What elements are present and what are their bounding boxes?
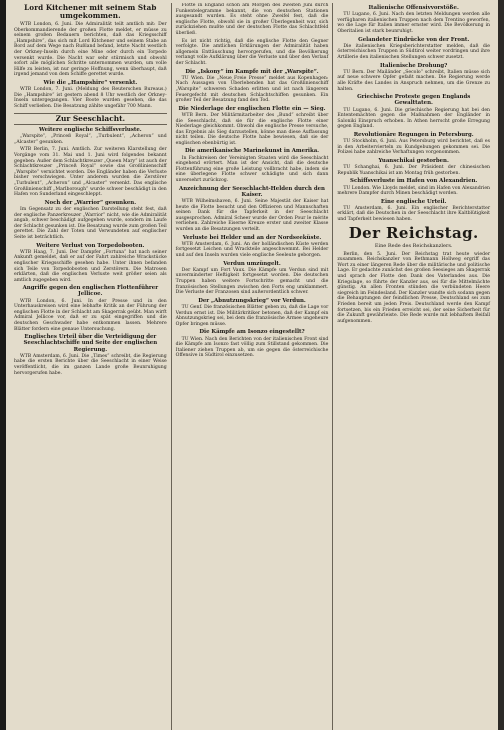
headline: Schiffsverluste im Hafen von Alexandrien. — [350, 178, 478, 185]
article-paragraph: TU Stockholm, 6. Juni. Aus Petersburg wird berichtet, daß es in den Arbeitervierteln zu Kundgebungen gekommen sei. Die Polizei habe zahlreiche Verhaftungen vorgenommen. — [337, 139, 491, 156]
article-paragraph: TU London. Wie Lloyds meldet, sind im Hafen von Alexandrien mehrere Dampfer durch Minen beschädigt worden. — [337, 185, 491, 197]
headline: Griechische Proteste gegen Englands Gewalttaten. — [357, 94, 471, 107]
article-paragraph: WTB London, 7. Juni. (Meldung des Reuterschen Bureaus.) Die „Hampshire“ ist gestern abend 8 Uhr westlich der Orkney-Inseln untergegangen. Vier Boote wurden gesehen, die das Schiff verließen. Die Besatzung zählte ungefähr 700 Mann. — [14, 87, 167, 109]
newspaper-page — [6, 0, 498, 730]
headline: Verdun umzüngelt. — [223, 260, 281, 267]
article-paragraph: WTB London, 6. Juni. In der Presse und in den Unterhauskreisen wird eine lebhafte Kritik an der Führung der englischen Flotte in der Schlacht am Skagerrak geübt. Man wirft Admiral Jellicoe vor, daß er zu spät eingegriffen und die deutschen Geschwader habe entkommen lassen. Mehrere Blätter fordern eine genaue Untersuchung. — [14, 298, 167, 332]
article-paragraph: TU Genf. Die französischen Blätter geben zu, daß die Lage vor Verdun ernst ist. Die Militärkritiker betonen, daß der Kampf ein Abnutzungskrieg sei, bei dem die französische Armee ungeheure Opfer bringen müsse. — [175, 304, 329, 327]
headline: Verluste bei Helder und an der Nordseeküste. — [182, 234, 322, 241]
headline: Die Niederlage der englischen Flotte ein — Sieg. — [178, 105, 326, 112]
headline: Zur Seeschlacht. — [14, 113, 167, 126]
headline: Revolutionäre Regungen in Petersburg. — [353, 131, 474, 138]
headline: Wie die „Hampshire“ versenkt. — [43, 79, 138, 86]
article-paragraph: WTB London, 6. Juni. Die Admiralität teilt amtlich mit: Der Oberkommandierende der großen Flotte meldet, er müsse zu seinem großen Bedauern berichten, daß das Kriegsschiff „Hampshire“, das sich mit Lord Kitchener und seinem Stabe an Bord auf dem Wege nach Rußland befand, letzte Nacht westlich der Orkney-Inseln durch eine Mine oder durch ein Torpedo versenkt wurde. Die Nacht war sehr stürmisch und obwohl sofort alle möglichen Schritte unternommen wurden, um volle Hilfe zu leisten, ist nur geringe Hoffnung, wenn überhaupt, daß irgend jemand von dem Schiffe gerettet wurde. — [14, 22, 167, 78]
headline: Noch der „Warrior“ gesunken. — [44, 199, 137, 206]
headline: Lord Kitchener mit seinem Stab umgekommen. — [24, 3, 157, 20]
article-paragraph: WTB Berlin, 7. Juni. Amtlich. Zur weiteren Klarstellung der Vorgänge vom 31. Mai und 1. Juni wird folgendes bekannt gegeben: Außer dem Schlachtkreuzer „Queen Mary“ ist auch der Schlachtkreuzer „Princeß Royal“ sowie das Großlinienschiff „Warspite“ vernichtet worden. Die Engländer haben die Verluste bisher verschwiegen. Unter anderem wurden die Zerstörer „Turbulent“, „Acheron“ und „Alcaster“ versenkt. Das englische Großlinienschiff „Marlborough“ wurde schwer beschädigt in den Hafen von Sunderland eingeschleppt. — [14, 147, 167, 198]
headline: Weitere englische Schiffsverluste. — [38, 127, 142, 134]
headline: Weitere Verlust von Torpedobooten. — [36, 242, 145, 249]
headline: Gelandeter Eindrücke von der Front. — [358, 36, 470, 43]
headline: Der „Abnutzungskrieg“ vor Verdun. — [198, 297, 306, 304]
column-1 — [10, 3, 171, 730]
headline: Eine Rede des Reichskanzlers. — [374, 242, 453, 249]
article-paragraph: TU Lugano, 6. Juni. Nach den letzten Meldungen werden alle verfügbaren italienischen Truppen nach dem Trentino geworfen, wo die Lage für Italien immer ernster wird. Die Bevölkerung in Oberitalien ist stark beunruhigt. — [337, 12, 491, 34]
headline: Die „Iskony“ im Kampfe mit der „Warspite“. — [185, 68, 319, 75]
article-paragraph: WTB Wilhelmshaven, 6. Juni. Seine Majestät der Kaiser hat heute die Flotte besucht und den Offizieren und Mannschaften seinen Dank für die Tapferkeit in der Seeschlacht ausgesprochen. Admiral Scheer wurde der Orden Pour le mérite verliehen. Zahlreiche Eiserne Kreuze erster und zweiter Klasse wurden an die Besatzungen verteilt. — [175, 199, 329, 233]
headline: Die amerikanische Marinekunst in Amerika. — [184, 148, 320, 155]
headline: Angriffe gegen den englischen Flottenführer Jellicoe. — [22, 285, 159, 298]
headline: Italienische Offensivvorstöße. — [368, 5, 459, 11]
article-paragraph: Flotte in England schon am Morgen des zweiten Juni durch Funkentelegramme bekannt, die von deutschen Stationen ausgesandt wurden. Es steht ohne Zweifel fest, daß die englische Flotte, obwohl sie in großer Überlegenheit war, sich zurückziehen mußte und der deutschen Flotte das Schlachtfeld überließ. — [175, 3, 329, 36]
article-paragraph: WTB Bern. Der Militärmitarbeiter des „Bund“ schreibt über die Seeschlacht, daß sie für die englische Flotte einer Niederlage gleichkommt. Obwohl die englische Presse versuche, das Ergebnis als Sieg darzustellen, könne man diese Auffassung nicht teilen. Die deutsche Flotte habe bewiesen, daß sie der englischen ebenbürtig ist. — [175, 112, 329, 146]
column-container — [10, 3, 494, 730]
column-3 — [332, 3, 494, 730]
headline: Anzeichnung der Seeschlacht-Helden durch den Kaiser. — [179, 185, 325, 198]
article-paragraph: Der Kampf um Fort Vaux. Die Kämpfe um Verdun sind mit unverminderter Heftigkeit fortgesetzt worden. Die deutschen Truppen haben weitere Fortschritte gemacht und die französischen Stellungen zwischen den Forts eng umklammert. Die Verluste der Franzosen sind außerordentlich schwer. — [175, 267, 329, 296]
article-paragraph: TU Wien. Die „Neue Freie Presse“ meldet aus Kopenhagen: Nach Aussagen von Überlebenden hat das Großlinienschiff „Warspite“ schweren Schaden erlitten und ist nach längerem Feuergefecht mit deutschen Schlachtschiffen gesunken. Ein großer Teil der Besatzung fand den Tod. — [175, 75, 329, 104]
article-paragraph: Es ist nicht richtig, daß die englische Flotte den Gegner verfolgte. Die amtlichen Erklärungen der Admiralität haben allgemein Enttäuschung hervorgerufen, und die Bevölkerung verlangt volle Aufklärung über die Verluste und über den Verlauf der Schlacht. — [175, 38, 329, 66]
headline: Englisches Urteil über die Verteidigung der Seeschlachtschiffe und Seite der englischen Regierung. — [23, 334, 158, 353]
headline: Yuanschikai gestorben. — [378, 157, 449, 164]
article-paragraph: In Fachkreisen der Vereinigten Staaten wird die Seeschlacht eingehend erörtert. Man ist der Ansicht, daß die deutsche Flottenführung eine große Leistung vollbracht habe, indem sie eine überlegene Flotte schwer schädigte und sich dann unversehrt zurückzog. — [175, 155, 329, 184]
headline: Die Kämpfe am Isonzo eingestellt? — [199, 329, 305, 336]
article-paragraph: Berlin, den 5. Juni. Der Reichstag trat heute wieder zusammen. Reichskanzler von Bethmann Hollweg ergriff das Wort zu einer längeren Rede über die militärische und politische Lage. Er gedachte zunächst des großen Seesieges am Skagerrak und sprach der Flotte den Dank des Vaterlandes aus. Die Kriegslage, so führte der Kanzler aus, sei für die Mittelmächte günstig. An allen Fronten stünden die verbündeten Heere siegreich im Feindesland. Der Kanzler wandte sich sodann gegen die Behauptungen der feindlichen Presse, Deutschland sei zum Frieden bereit um jeden Preis. Deutschland werde den Kampf fortsetzen, bis ein Frieden erreicht sei, der seine Sicherheit für die Zukunft gewährleiste. Die Rede wurde mit lebhaftem Beifall aufgenommen. — [337, 251, 491, 324]
article-paragraph: „Warspite“, „Princeß Royal“, „Turbulent“, „Acheron“ und „Alcaster“ gesunken. — [14, 134, 167, 145]
article-paragraph: TU Amsterdam, 6. Juni. Ein englischer Berichterstatter erklärt, daß die Deutschen in der Seeschlacht ihre Kaltblütigkeit und Tapferkeit bewiesen haben. — [337, 205, 491, 223]
article-paragraph: WTB Amsterdam, 6. Juni. An der holländischen Küste werden fortgesetzt Leichen und Wrackteile angeschwemmt. Bei Helder und auf den Inseln wurden viele englische Seeleute geborgen. — [175, 241, 329, 258]
article-paragraph: WTB Haag, 7. Juni. Der Dampfer „Fortuna“ hat nach seiner Ankunft gemeldet, daß er auf der Fahrt zahlreiche Wrackstücke englischer Kriegsschiffe gesehen habe. Unter ihnen befanden sich Teile von Torpedobooten und Zerstörern. Die Matrosen erklärten, daß die englischen Verluste weit größer seien als amtlich zugegeben wird. — [14, 249, 167, 283]
article-paragraph: WTB Amsterdam, 6. Juni. Die „Times“ schreibt, die Regierung habe die ersten Berichte über die Seeschlacht in einer Weise veröffentlicht, die im ganzen Lande große Beunruhigung hervorgerufen habe. — [14, 353, 167, 376]
article-paragraph: TU Bern. Der Mailänder „Secolo“ schreibt, Italien müsse sich auf neue schwere Opfer gefaßt machen. Die Regierung werde alle Kräfte des Landes in Anspruch nehmen, um die Grenze zu halten. — [337, 69, 491, 92]
article-paragraph: Die italienischen Kriegsberichterstatter melden, daß die österreichischen Truppen in Südtirol weiter vordringen und ihre Artillerie den italienischen Stellungen schwer zusetzt. — [337, 43, 491, 60]
headline: Italienische Drohung? — [380, 62, 448, 69]
headline: Eine englische Urteil. — [380, 198, 447, 205]
column-2 — [171, 3, 333, 730]
article-paragraph: TU Wien. Nach den Berichten von der italienischen Front sind die Kämpfe am Isonzo fast völlig zum Stillstand gekommen. Die Italiener ziehen Truppen ab, um sie gegen die österreichische Offensive in Südtirol einzusetzen. — [175, 336, 329, 359]
article-paragraph: TU Schanghai, 6. Juni. Der Präsident der chinesischen Republik Yuanschikai ist am Montag früh gestorben. — [337, 165, 491, 176]
article-paragraph: TU Lugano, 6. Juni. Die griechische Regierung hat bei den Ententemächten gegen die Maßnahmen der Engländer in Saloniki Einspruch erhoben. In Athen herrscht große Erregung gegen England. — [337, 107, 491, 130]
headline: Der Reichstag. — [348, 223, 479, 242]
article-paragraph: Im Gegensatz zu der englischen Darstellung steht fest, daß der englische Panzerkreuzer „Warrior“ nicht, wie die Admiralität angab, schwer beschädigt aufgegeben wurde, sondern im Laufe der Schlacht gesunken ist. Die Besatzung wurde zum großen Teil gerettet. Die Zahl der Toten und Verwundeten auf englischer Seite ist beträchtlich. — [14, 206, 167, 240]
